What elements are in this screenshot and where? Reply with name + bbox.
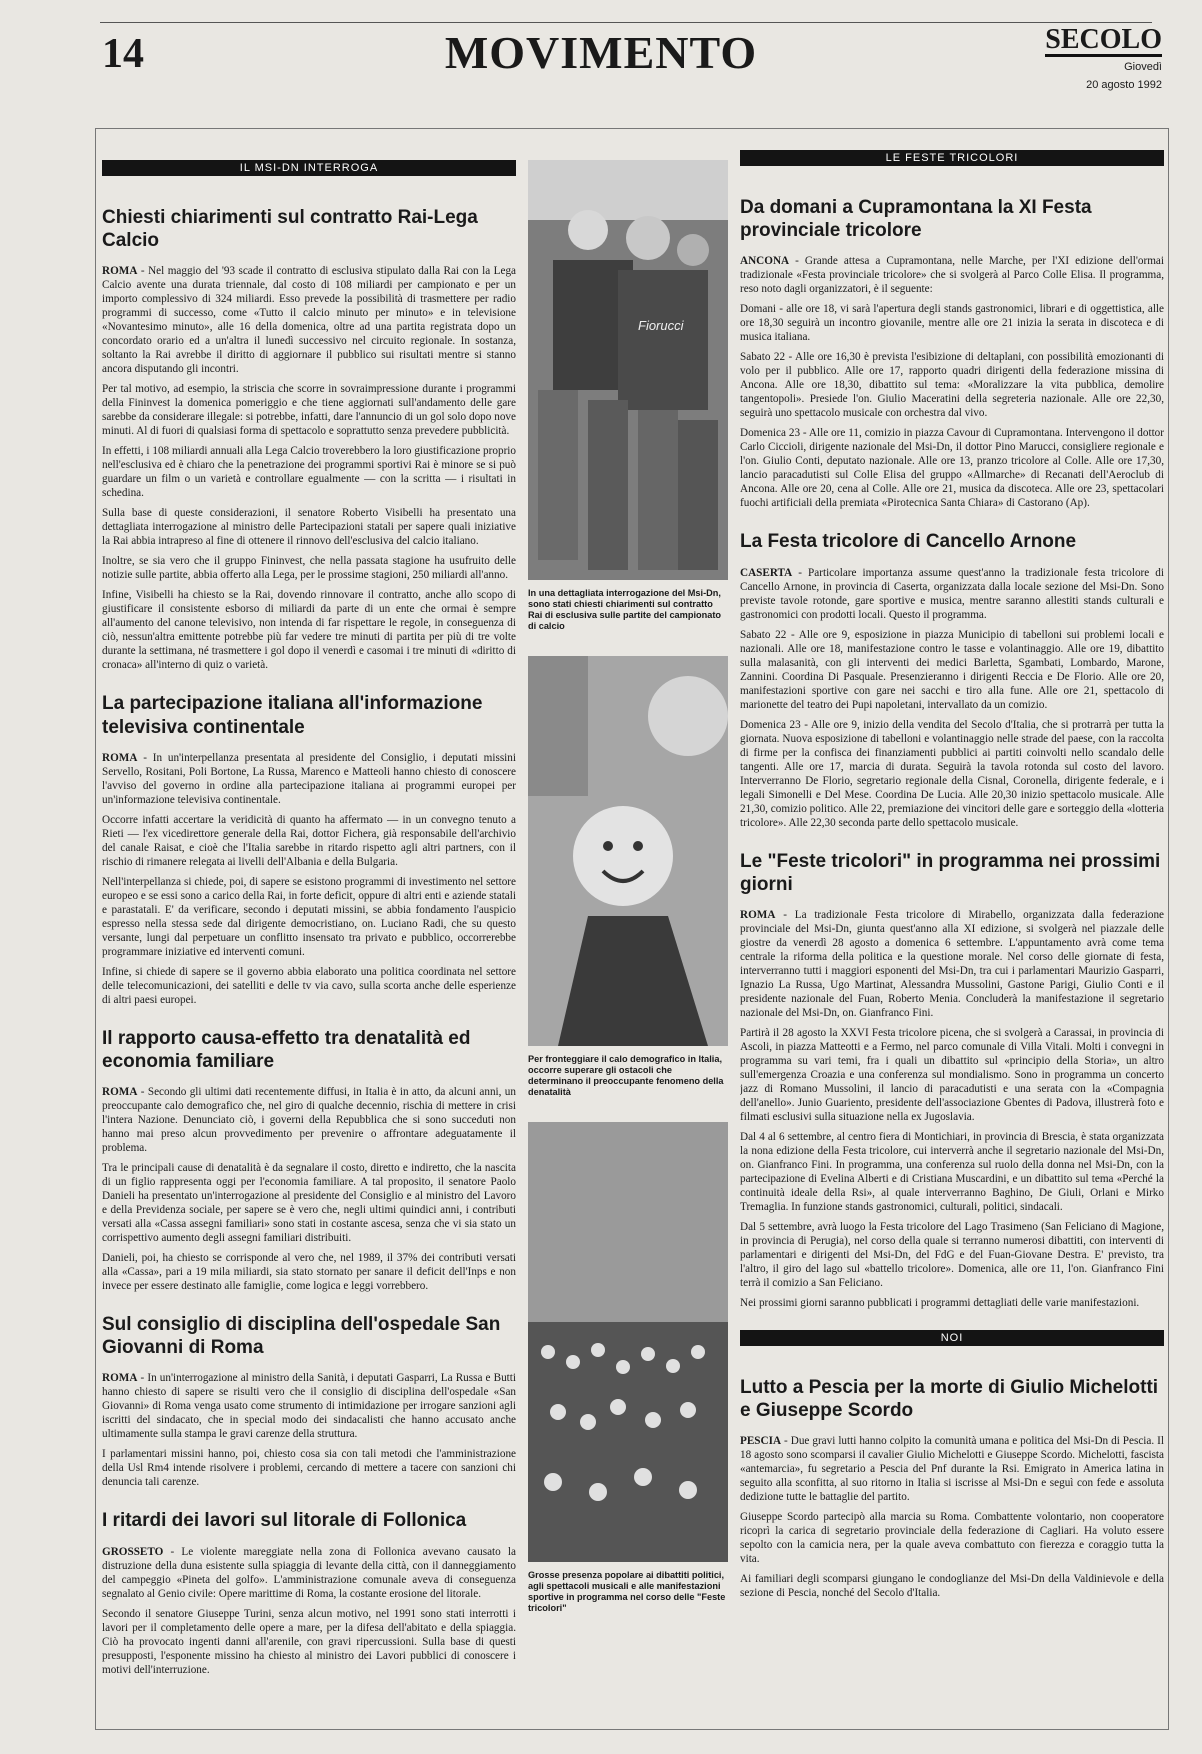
- paragraph-text: Infine, Visibelli ha chiesto se la Rai, dovendo rinnovare il contratto, anche allo scopo di giustificare il consistente esborso di miliardi da parte di un ente che ormai è sempre all'aumento del canone televisivo, non intenda di far rispettare le regole, in conseguenza di ciò, nessun'altra emittente potrebbe più far vedere tre minuti di partita per più di tre volte durante la settimana, né trasmettere i gol dopo il venerdì e casomai i tre minuti di «diritto di cronaca» all'interno di quiz o varietà.: [102, 589, 516, 672]
- article: [102, 1027, 516, 1293]
- article-paragraph: [740, 628, 1164, 712]
- article-paragraph: [740, 1026, 1164, 1124]
- article-paragraph: [102, 444, 516, 500]
- column-feste: [740, 150, 1164, 1720]
- article-headline: Le "Feste tricolori" in programma nei prossimi giorni: [740, 850, 1161, 895]
- article-dateline: GROSSETO: [102, 1545, 164, 1558]
- children-image: [528, 656, 728, 1046]
- header-rule: [100, 22, 1152, 23]
- banner-noi: NOI: [740, 1330, 1164, 1346]
- paragraph-text: Le violente mareggiate nella zona di Follonica avevano causato la distruzione della duna esistente sulla spiaggia di levante della città, con il danneggiamento del campeggio «Pineta del golfo». L'amministrazione comunale aveva di conseguenza segnalato al Genio civile: Opere marittime di Roma, la costante erosione del litorale.: [102, 1545, 516, 1600]
- article-paragraph: CASERTA - Particolare importanza assume quest'anno la tradizionale festa tricolore di Cancello Arnone, in provincia di Caserta, organizzata dalla locale sezione del Msi-Dn. Sono previste tavole rotonde, gare sportive e musica, mentre saranno allestiti stands culturali e gastronomici con prodotti locali. Questo il programma.: [740, 566, 1164, 621]
- article-headline: Chiesti chiarimenti sul contratto Rai-Lega Calcio: [102, 207, 478, 252]
- article-paragraph: [740, 1510, 1164, 1566]
- col1-stories: [102, 206, 516, 1677]
- paragraph-text: In un'interpellanza presentata al presidente del Consiglio, i deputati missini Servello, Rositani, Poli Bortone, La Russa, Marenco e Matteoli hanno chiesto di conoscere l'avviso del governo in ordine alla partecipazione italiana ai programmi europei per un'informazione televisiva continentale.: [102, 751, 516, 806]
- column-photos: [528, 160, 728, 1720]
- paragraph-text: Danieli, poi, ha chiesto se corrisponde al vero che, nel 1989, il 37% dei contributi versati alla «Cassa», pari a 19 mila miliardi, sia stato stornato per sanare il deficit dell'Inps e non invece per essere destinato alle famiglie, come logica e leggi vorrebbero.: [102, 1252, 516, 1293]
- article-paragraph: [102, 813, 516, 869]
- paragraph-text: Nell'interpellanza si chiede, poi, di sapere se esistono programmi di investimento nel settore europeo e se essi sono a carico della Rai, in forte deficit, oppure di altri enti e aziende statali e parastatali. E' da verificare, secondo i deputati missini, se abbia fondamento l'auspicio espresso nella stessa sede dal dirigente democristiano, on. Luciano Radi, che su questo versante, lungi dal perpetuare un conflitto insensato tra privato e pubblico, occorrerebbe programmare iniziative ed interventi comuni.: [102, 875, 516, 958]
- caption-crowd: Grosse presenza popolare ai dibattiti politici, agli spettacoli musicali e alle manifestazioni sportive in programma nel corso delle "Feste tricolori": [528, 1570, 726, 1614]
- article-paragraph: [740, 1130, 1164, 1214]
- paragraph-text: Domani - alle ore 18, vi sarà l'apertura degli stands gastronomici, librari e di oggettistica, alle ore 18,30 seguirà un incontro giovanile, mentre alle ore 21 inizia la serata in discoteca e di musica italiana.: [740, 303, 1164, 344]
- article-paragraph: ROMA - Nel maggio del '93 scade il contratto di esclusiva stipulato dalla Rai con la Lega Calcio avente una durata triennale, dal costo di 108 miliardi per campionato e per un importo complessivo di 324 miliardi. Esso prevede la possibilità di trasmettere per radio programmi di successo, come «Tutto il calcio minuto per minuto» e in televisione «Novantesimo minuto», alle 16 della domenica, oltre ad una partita registrata dopo un concordato orario ed a un'altra il lunedì successivo nel circuito regionale. In sostanza, soltanto la Rai avrebbe il diritto di aggiornare il pubblico sui risultati mentre si stanno ancora disputando gli incontri.: [102, 265, 516, 376]
- caption-children: Per fronteggiare il calo demografico in Italia, occorre superare gli ostacoli che determinano il preoccupante fenomeno della denatalità: [528, 1054, 724, 1098]
- banner-feste: LE FESTE TRICOLORI: [740, 150, 1164, 166]
- paragraph-text: Tra le principali cause di denatalità è da segnalare il costo, diretto e indiretto, che la nascita di un figlio rappresenta oggi per l'economia familiare. A tal proposito, il senatore Paolo Danieli ha presentato un'interrogazione al presidente del Consiglio e al ministro del Lavoro e della Previdenza sociale, per sapere se è vero che, negli ultimi quindici anni, i contributi versati alla «Cassa assegni familiari» sono stati in costante ascesa, senza che vi sia stato un corrispettivo aumento degli assegni familiari distribuiti.: [102, 1162, 516, 1245]
- paragraph-text: Due gravi lutti hanno colpito la comunità umana e politica del Msi-Dn di Pescia. Il 18 agosto sono scomparsi il cavalier Giulio Michelotti e Giuseppe Scordo. Michelotti, fascista «antemarcia», fu segretario a Pescia del Pnf durante la Rsi. Emigrato in America latina in seguito alla sconfitta, al suo ritorno in Italia si iscrisse al Msi-Dn e seguì con fede e assoluta dedizione tutte le battaglie del partito.: [740, 1435, 1164, 1504]
- paragraph-text: Partirà il 28 agosto la XXVI Festa tricolore picena, che si svolgerà a Carassai, in provincia di Ascoli, in piazza Matteotti e a Fermo, nel parco comunale di Villa Vitali. Molti i convegni in programma su vari temi, fra i quali un dibattito sul «principio della Storia», un altro sull'emergenza Croazia e una conferenza sul mondialismo. Sono in programma un concerto jazz di Romano Mussolini, il lancio di paracadutisti e una serata con la «Compagnia dell'anello». Junio Guariento, presidente dell'associazione Gbentes di Padova, illustrerà foto e filmati esclusivi sulla situazione nella ex Jugoslavia.: [740, 1026, 1164, 1123]
- article-dateline: ROMA: [102, 1086, 138, 1099]
- article-paragraph: [102, 1447, 516, 1489]
- noi-paragraphs: [740, 1434, 1164, 1600]
- article-paragraph: [102, 382, 516, 438]
- paragraph-text: Domenica 23 - Alle ore 11, comizio in piazza Cavour di Cupramontana. Intervengono il dottor Carlo Ciccioli, dirigente nazionale del Msi-Dn, il dottor Pino Marucci, consigliere regionale e l'on. Giulio Conti, deputato nazionale. Alle ore 13, pranzo tricolore al Colle. Alle ore 17,30, lancio paracadutisti sul Colle Elisa del gruppo «Allmarche» di Recanati dell'Aeroclub di Ancona. Alle ore 20, cena al Colle. Alle ore 21, musica da discoteca. Alle ore 23, spettacolari fuochi artificiali della premiata «Pirotecnica Santa Chiara» di Castorano (Ap).: [740, 427, 1164, 510]
- paragraph-text: Inoltre, se sia vero che il gruppo Fininvest, che nella passata stagione ha usufruito delle notizie sulle partite, abbia offerto alla Lega, per le prossime stagioni, 250 miliardi all'anno.: [102, 555, 516, 582]
- page-number: 14: [102, 31, 144, 77]
- article-dateline: ANCONA: [740, 255, 790, 268]
- paragraph-text: Sulla base di queste considerazioni, il senatore Roberto Visibelli ha presentato una dettagliata interrogazione al ministro delle Partecipazioni statali per sapere quali iniziative la Rai abbia intrapreso al fine di ottenere il rinnovo dell'esclusiva del calcio italiano.: [102, 507, 516, 548]
- article-dateline: ROMA: [102, 751, 138, 764]
- paragraph-text: Nei prossimi giorni saranno pubblicati i programmi dettagliati delle varie manifestazioni.: [740, 1296, 1140, 1309]
- article-dateline: CASERTA: [740, 566, 793, 579]
- article-headline: La partecipazione italiana all'informazione televisiva continentale: [102, 693, 483, 738]
- paragraph-text: Giuseppe Scordo partecipò alla marcia su Roma. Combattente volontario, non cooperatore ricoprì la carica di segretario provinciale della federazione di Cagliari. Ha voluto essere sepolto con la camicia nera, per la quale aveva combattuto con fierezza e coraggio tutta la vita.: [740, 1511, 1164, 1566]
- paragraph-text: Dal 5 settembre, avrà luogo la Festa tricolore del Lago Trasimeno (San Feliciano di Magione, in provincia di Perugia), nel corso della quale si terranno numerosi dibattiti, con interventi di parlamentari e dirigenti del Msi-Dn, del FdG e del Fuan-Giovane Destra. E' previsto, tra l'altro, il giro del lago sul «battello tricolore». Domenica, alle ore 11, l'on. Gianfranco Fini terrà il comizio a San Feliciano.: [740, 1220, 1164, 1289]
- article: [740, 196, 1164, 510]
- paragraph-text: In un'interrogazione al ministro della Sanità, i deputati Gasparri, La Russa e Butti hanno chiesto di sapere se risulti vero che il consiglio di disciplina dell'ospedale «San Giovanni» di Roma venga usato come strumento di intimidazione per irrogare sanzioni agli iscritti del sindacato, che in special modo dei sindacalisti che hanno accusato anche ultimamente sulla stampa le gravi carenze della struttura.: [102, 1372, 516, 1441]
- article-paragraph: [740, 350, 1164, 420]
- article: [740, 530, 1164, 829]
- article-paragraph: [102, 875, 516, 959]
- article-dateline: ROMA: [102, 265, 138, 278]
- article-paragraph: ANCONA - Grande attesa a Cupramontana, nelle Marche, per l'XI edizione dell'ormai tradizionale «Festa provinciale tricolore» che si svolgerà al Parco Colle Elisa. Il programma, reso noto dagli organizzatori, è il seguente:: [740, 255, 1164, 296]
- article-paragraph: [740, 302, 1164, 344]
- issue-date: 20 agosto 1992: [1086, 78, 1162, 91]
- article-paragraph: [740, 718, 1164, 830]
- article-headline: La Festa tricolore di Cancello Arnone: [740, 531, 1077, 553]
- column-interroga: [102, 160, 516, 1720]
- article: [102, 692, 516, 1006]
- article-paragraph: ROMA - In un'interrogazione al ministro della Sanità, i deputati Gasparri, La Russa e Butti hanno chiesto di sapere se risulti vero che il consiglio di disciplina dell'ospedale «San Giovanni» di Roma venga usato come strumento di intimidazione per irrogare sanzioni agli iscritti del sindacato, che in special modo dei sindacalisti che hanno accusato anche ultimamente sulla stampa le gravi carenze della struttura.: [102, 1372, 516, 1441]
- article-headline: Da domani a Cupramontana la XI Festa provinciale tricolore: [740, 197, 1092, 242]
- article: [102, 1509, 516, 1676]
- paragraph-text: In effetti, i 108 miliardi annuali alla Lega Calcio troverebbero la loro giustificazione proprio nell'esclusiva ed è chiaro che la penetrazione dei programmi sportivi Rai è minore se si può guardare un film o un varietà e controllare egualmente — con la scritta — i risultati in schedina.: [102, 445, 516, 500]
- paragraph-text: Nel maggio del '93 scade il contratto di esclusiva stipulato dalla Rai con la Lega Calcio avente una durata triennale, dal costo di 108 miliardi per campionato e per un importo complessivo di 324 miliardi. Esso prevede la possibilità di trasmettere per radio programmi di successo, come «Tutto il calcio minuto per minuto» e in televisione «Novantesimo minuto», alle 16 della domenica, oltre ad una partita registrata dopo un concordato orario ed a un'altra il lunedì successivo nel circuito regionale. In sostanza, soltanto la Rai avrebbe il diritto di aggiornare il pubblico sui risultati mentre si stanno ancora disputando gli incontri.: [102, 265, 516, 376]
- paragraph-text: Secondo gli ultimi dati recentemente diffusi, in Italia è in atto, da alcuni anni, un preoccupante calo demografico che, nel giro di qualche decennio, rischia di mettere in crisi l'intera Nazione. Denunciato ciò, i governi della Repubblica che si sono succeduti non hanno mai preso alcun provvedimento per prevenire o affrontare adeguatamente il problema.: [102, 1086, 516, 1155]
- article-paragraph: ROMA - Secondo gli ultimi dati recentemente diffusi, in Italia è in atto, da alcuni anni, un preoccupante calo demografico che, nel giro di qualche decennio, rischia di mettere in crisi l'intera Nazione. Denunciato ciò, i governi della Repubblica che si sono succeduti non hanno mai preso alcun provvedimento per prevenire o affrontare adeguatamente il problema.: [102, 1086, 516, 1155]
- headline-lutto: Lutto a Pescia per la morte di Giulio Michelotti e Giuseppe Scordo: [740, 1376, 1159, 1422]
- article-dateline: ROMA: [102, 1372, 138, 1385]
- article-paragraph: GROSSETO - Le violente mareggiate nella zona di Follonica avevano causato la distruzione della duna esistente sulla spiaggia di levante della città, con il danneggiamento del campeggio «Pineta del golfo». L'amministrazione comunale aveva di conseguenza segnalato al Genio civile: Opere marittime di Roma, la costante erosione del litorale.: [102, 1545, 516, 1600]
- paragraph-text: Ai familiari degli scomparsi giungano le condoglianze del Msi-Dn della Valdinievole e della sezione di Pescia, nonché del Secolo d'Italia.: [740, 1573, 1164, 1600]
- article-paragraph: [102, 1161, 516, 1245]
- crowd-festival-photo: [528, 1122, 728, 1562]
- article-headline: I ritardi dei lavori sul litorale di Follonica: [102, 1510, 467, 1532]
- football-players-image: [528, 160, 728, 580]
- jersey-text: Fiorucci: [638, 318, 684, 333]
- article-paragraph: [740, 1220, 1164, 1290]
- article-headline: Sul consiglio di disciplina dell'ospedale San Giovanni di Roma: [102, 1314, 501, 1359]
- crowd-image: [528, 1122, 728, 1562]
- masthead: [1045, 26, 1162, 93]
- article: [102, 206, 516, 672]
- article-paragraph: [740, 1296, 1164, 1310]
- article: [740, 850, 1164, 1310]
- paragraph-text: Secondo il senatore Giuseppe Turini, senza alcun motivo, nel 1991 sono stati interrotti i lavori per il completamento delle opere a mare, per la difesa dell'abitato e della spiaggia. Ciò ha provocato ingenti danni all'arenile, con gravi ripercussioni. Sulla base di questi presupposti, l'esponente missino ha chiesto al ministro dei Lavori pubblici di conoscere i motivi dell'interruzione.: [102, 1607, 516, 1676]
- paragraph-text: I parlamentari missini hanno, poi, chiesto cosa sia con tali metodi che l'amministrazione della Usl Rm4 intende risolvere i problemi, cercando di mettere a tacere con sanzioni chi denuncia tali carenze.: [102, 1448, 516, 1489]
- article-headline: Il rapporto causa-effetto tra denatalità ed economia familiare: [102, 1027, 471, 1072]
- paragraph-text: Sabato 22 - Alle ore 9, esposizione in piazza Municipio di tabelloni sui problemi locali e nazionali. Alle ore 18, manifestazione contro le tasse e volantinaggio. Alle ore 19, dibattito sulla malasanità, con gli interventi dei medici Barletta, Sgambati, Lombardo, Marone, Zannini. Coordina Di Pasquale. Presenzieranno i dirigenti Reccia e De Florio. Alle ore 20, manifestazioni sportive con gare nei sacchi e tiro alla fune. Alle ore 21, spettacolo di marionette del teatro dei Pupi napoletani, intervallato da un comizio.: [740, 628, 1164, 711]
- article-paragraph: ROMA - In un'interpellanza presentata al presidente del Consiglio, i deputati missini Servello, Rositani, Poli Bortone, La Russa, Marenco e Matteoli hanno chiesto di conoscere l'avviso del governo in ordine alla partecipazione italiana ai programmi europei per un'informazione televisiva continentale.: [102, 751, 516, 806]
- paragraph-text: Sabato 22 - Alle ore 16,30 è prevista l'esibizione di deltaplani, con possibilità emozionanti di volo per il pubblico. Alle ore 17, rapporto quadri dirigenti della federazione missina di Ancona. Alle ore 18,30, dibattito sul tema: «Moralizzare la vita pubblica, demolire tangentopoli». Presiede l'on. Giulio Maceratini della segreteria nazionale. Alle ore 22,30, seguirà uno spettacolo musicale con orchestra dal vivo.: [740, 351, 1164, 420]
- story-lutto-pescia: [740, 1376, 1164, 1600]
- paragraph-text: Grande attesa a Cupramontana, nelle Marche, per l'XI edizione dell'ormai tradizionale «Festa provinciale tricolore» che si svolgerà al Parco Colle Elisa. Il programma, reso noto dagli organizzatori, è il seguente:: [740, 255, 1164, 296]
- paragraph-text: Per tal motivo, ad esempio, la striscia che scorre in sovraimpressione durante i programmi della Fininvest la domenica pomeriggio e che tiene aggiornati sull'andamento delle gare sarebbe da considerare illegale: si potrebbe, infatti, dare l'annuncio di un gol solo dopo nove minuti. Al di fuori di qualsiasi forma di spettacolo e soprattutto senza prevedere pubblicità.: [102, 383, 516, 438]
- smiling-children-photo: [528, 656, 728, 1046]
- col3-stories: [740, 196, 1164, 1310]
- paragraph-text: La tradizionale Festa tricolore di Mirabello, organizzata dalla federazione provinciale del Msi-Dn, giunta quest'anno alla XI edizione, si svolgerà nel piazzale delle giostre da venerdì 28 agosto a domenica 6 settembre. L'appuntamento avrà come tema centrale la riforma della politica e la questione morale. Nel corso delle giornate di festa, interverranno tutti i maggiori esponenti del Msi-Dn, tra cui i parlamentari Maurizio Gasparri, Ignazio La Russa, Ugo Martinat, Alessandra Mussolini, Gastone Parigi, Giulio Conti e il presidente nazionale del Fuan, Roberto Menia. Concluderà la manifestazione il segretario nazionale del Msi-Dn, on. Gianfranco Fini.: [740, 908, 1164, 1019]
- section-title: MOVIMENTO: [444, 27, 758, 78]
- article-paragraph: [740, 426, 1164, 510]
- paragraph-text: Particolare importanza assume quest'anno la tradizionale festa tricolore di Cancello Arnone, in provincia di Caserta, organizzata dalla locale sezione del Msi-Dn. Sono previste tavole rotonde, gare sportive e musica, mentre saranno allestiti stands culturali e gastronomici con prodotti locali. Questo il programma.: [740, 566, 1164, 621]
- article-paragraph: [740, 1572, 1164, 1600]
- article-paragraph: [102, 506, 516, 548]
- football-players-photo: [528, 160, 728, 580]
- article-dateline: PESCIA: [740, 1435, 782, 1448]
- paragraph-text: Dal 4 al 6 settembre, al centro fiera di Montichiari, in provincia di Brescia, è stata organizzata la nona edizione della Festa tricolore, cui interverrà anche il segretario nazionale del Msi-Dn, on. Gianfranco Fini. In programma, una conferenza sul ruolo della donna nel Msi-Dn, con la partecipazione di Evelina Alberti e di Cristiana Muscardini, e un dibattito sul tema «Perché la continuità ideale della Rsi», al quale interverranno Baghino, De Giuli, Orlani e Mirko Tremaglia. In funzione stands gastronomici, culturali, politici, sindacali.: [740, 1130, 1164, 1213]
- paragraph-text: Domenica 23 - Alle ore 9, inizio della vendita del Secolo d'Italia, che si protrarrà per tutta la giornata. Nuova esposizione di tabelloni e volantinaggio nelle strade del paese, con la raccolta di firme per la confisca dei finanziamenti pubblici ai partiti coinvolti nello scandalo delle tangenti. Alle ore 17, marcia di durata. Seguirà la tavola rotonda sul costo del lavoro. Interverranno De Florio, segretario regionale della Cisnal, Coronella, dirigente federale, e i legali Simonelli e Del Mese. Coordina De Lucia. Alle 20,30 inizio spettacolo musicale. Alle 21,30, comizio politico. Alle 22, premiazione dei vincitori delle gare e sorteggio della «lotteria tricolore». Alle 22,30 seconda parte dello spettacolo musicale.: [740, 718, 1164, 829]
- banner-interroga: IL MSI-DN INTERROGA: [102, 160, 516, 176]
- article-paragraph: PESCIA - Due gravi lutti hanno colpito la comunità umana e politica del Msi-Dn di Pescia. Il 18 agosto sono scomparsi il cavalier Giulio Michelotti e Giuseppe Scordo. Michelotti, fascista «antemarcia», fu segretario a Pescia del Pnf durante la Rsi. Emigrato in America latina in seguito alla sconfitta, al suo ritorno in Italia si iscrisse al Msi-Dn e seguì con fede e assoluta dedizione tutte le battaglie del partito.: [740, 1435, 1164, 1504]
- article-paragraph: [102, 1607, 516, 1677]
- article-paragraph: ROMA - La tradizionale Festa tricolore di Mirabello, organizzata dalla federazione provinciale del Msi-Dn, giunta quest'anno alla XI edizione, si svolgerà nel piazzale delle giostre da venerdì 28 agosto a domenica 6 settembre. L'appuntamento avrà come tema centrale la riforma della politica e la questione morale. Nel corso delle giornate di festa, interverranno tutti i maggiori esponenti del Msi-Dn, tra cui i parlamentari Maurizio Gasparri, Ignazio La Russa, Ugo Martinat, Alessandra Mussolini, Gastone Parigi, Giulio Conti e il presidente nazionale del Fuan, Roberto Menia. Concluderà la manifestazione il segretario nazionale del Msi-Dn, on. Gianfranco Fini.: [740, 908, 1164, 1019]
- issue-day: Giovedì: [1124, 61, 1162, 73]
- article-paragraph: [102, 965, 516, 1007]
- caption-football: In una dettagliata interrogazione del Msi-Dn, sono stati chiesti chiarimenti sul contratto Rai di esclusiva sulle partite del campionato di calcio: [528, 588, 722, 632]
- paragraph-text: Occorre infatti accertare la veridicità di quanto ha affermato — in un convegno tenuto a Rieti — l'ex vicedirettore generale della Rai, dottor Fichera, già responsabile dell'archivio del canale Raisat, e cioè che l'Italia sarebbe in ritardo rispetto agli altri partners, con il rischio di rimanere relegata ai livelli dell'Albania e della Bulgaria.: [102, 813, 516, 868]
- article-dateline: ROMA: [740, 908, 776, 921]
- article: [102, 1313, 516, 1489]
- article-paragraph: [102, 1251, 516, 1293]
- article-paragraph: [102, 554, 516, 582]
- paragraph-text: Infine, si chiede di sapere se il governo abbia elaborato una politica coordinata nel settore delle telecomunicazioni, dei satelliti e delle tv via cavo, sulla scorta anche delle esperienze di altri paesi europei.: [102, 965, 516, 1006]
- article-paragraph: [102, 588, 516, 672]
- masthead-logo: SECOLO: [1045, 24, 1162, 55]
